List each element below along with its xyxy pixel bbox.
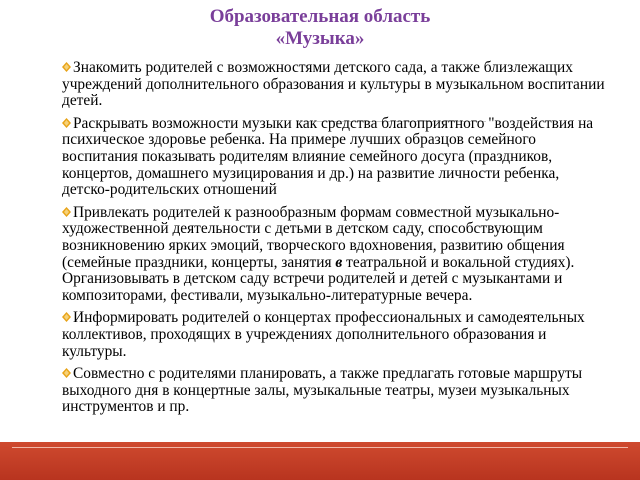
- list-item-text: Информировать родителей о концертах профессиональных и самодеятельных коллективов, проходящих в учреждениях дополнительного образования и культуры.: [62, 309, 585, 360]
- list-item: [62, 116, 610, 199]
- bottom-bar: [0, 442, 640, 480]
- list-item-text: театральной и вокальной студиях). Организовывать в детском саду встречи родителей и детей с музыкантами и композиторами, фестивали, музыкально-литературные вечера.: [62, 253, 575, 304]
- title-line-2: «Музыка»: [275, 28, 365, 49]
- list-item-text: Раскрывать возможности музыки как средства благоприятного "воздействия на психическое здоровье ребенка. На примере лучших образцов семейного воспитания показывать родителям влияние семейного досуга (праздников, концертов, домашнего музицирования и др.) на развитие личности ребенка, детско-родительских отношений: [62, 114, 594, 199]
- list-item: [62, 366, 610, 416]
- diamond-bullet-icon: [62, 62, 71, 72]
- list-item: [62, 310, 610, 360]
- page-title: [0, 6, 640, 50]
- list-item-italic: в: [335, 253, 343, 271]
- list-item-text: Знакомить родителей с возможностями детского сада, а также близлежащих учреждений дополнительного образования и культуры в музыкальном воспитании детей.: [62, 59, 605, 110]
- list-item-text: Привлекать родителей к разнообразным формам совместной музыкально-художественной деятельности с детьми в детском саду, способствующим возникновению ярких эмоций, творческого вдохновения, развитию общения (семейные праздники, концерты, занятия: [62, 203, 565, 271]
- diamond-bullet-icon: [62, 312, 71, 322]
- list-item-text: Совместно с родителями планировать, а также предлагать готовые маршруты выходного дня в концертные залы, музыкальные театры, музеи музыкальных инструментов и пр.: [62, 365, 583, 416]
- diamond-bullet-icon: [62, 207, 71, 217]
- bullet-list: [62, 60, 610, 422]
- list-item: [62, 205, 610, 305]
- title-line-1: Образовательная область: [209, 6, 431, 27]
- bottom-bar-line: [12, 447, 628, 448]
- diamond-bullet-icon: [62, 118, 71, 128]
- diamond-bullet-icon: [62, 368, 71, 378]
- list-item: [62, 60, 610, 110]
